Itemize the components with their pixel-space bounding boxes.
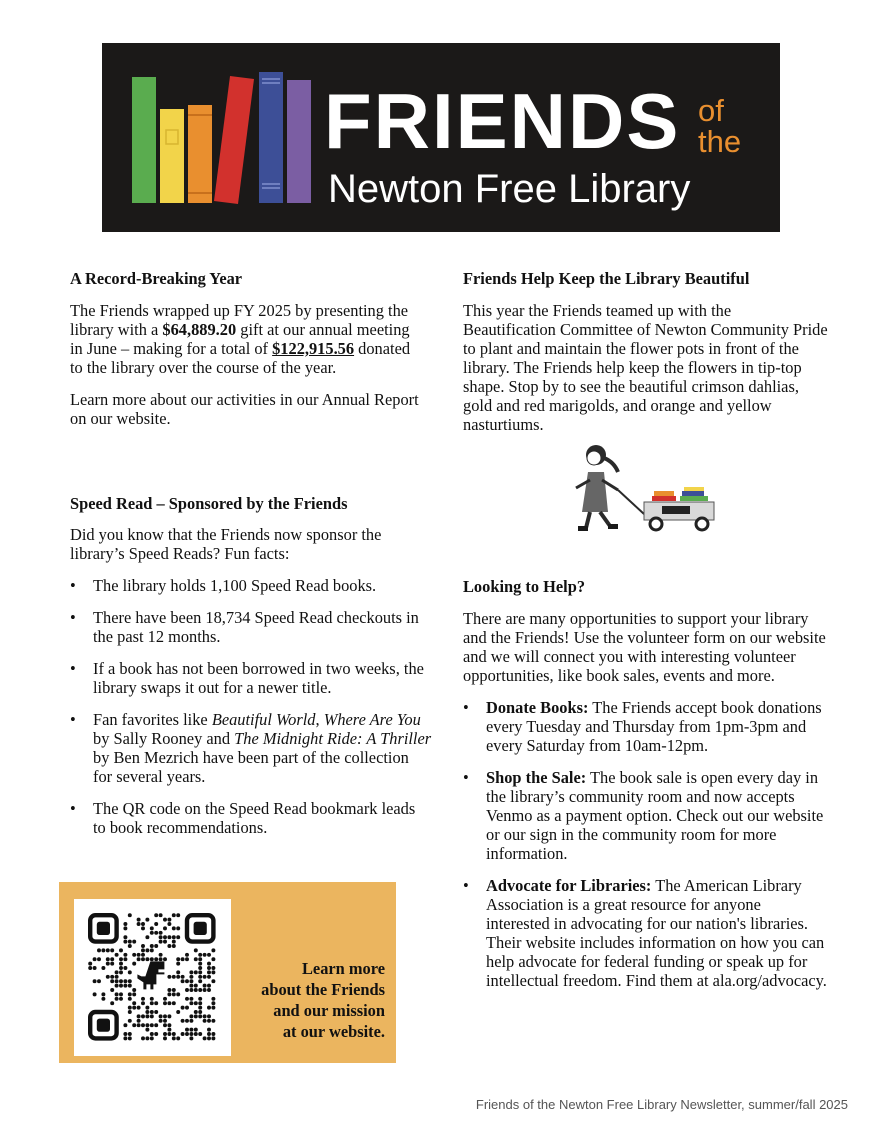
qr-callout-text: Learn more about the Friends and our mission at our website. [261, 959, 385, 1041]
list-item: • If a book has not been borrowed in two weeks, the library swaps it out for a newer title. [70, 659, 424, 697]
beautification-section [463, 269, 828, 434]
list-item: • Shop the Sale: The book sale is open every day in the library’s community room and now accepts Venmo as a payment option. Check out our website or our sign in the community room for more information. [463, 768, 824, 863]
banner-title: FRIENDS [324, 77, 681, 165]
beautification-paragraph: This year the Friends teamed up with the Beautification Committee of Newton Community Pride to plant and maintain the flower pots in front of the library. The Friends help keep the flowers in tip-top shape. Stop by to see the beautiful crimson dahlias, gold and red marigolds, and orange and yellow nasturtiums. [463, 301, 828, 434]
help-heading: Looking to Help? [463, 577, 586, 596]
annual-report-paragraph: Learn more about our activities in our Annual Report on our website. [70, 390, 419, 428]
help-section [463, 577, 828, 990]
speed-read-section [70, 494, 432, 837]
speed-read-intro: Did you know that the Friends now sponsor the library’s Speed Reads? Fun facts: [70, 525, 382, 563]
list-item: • Fan favorites like Beautiful World, Where Are You by Sally Rooney and The Midnight Ride: A Thriller by Ben Mezrich have been part of the collection for several years. [70, 710, 432, 786]
record-paragraph: The Friends wrapped up FY 2025 by presenting the library with a $64,889.20 gift at our annual meeting in June – making for a total of $122,915.56 donated to the library over the course of the year. [70, 301, 411, 377]
qr-code-icon [74, 899, 231, 1056]
list-item: • Donate Books: The Friends accept book donations every Tuesday and Thursday from 1pm-3pm and every Saturday from 10am-12pm. [463, 698, 822, 755]
book-spines-icon [102, 43, 324, 232]
list-item: • The library holds 1,100 Speed Read books. [70, 576, 377, 595]
record-heading: A Record-Breaking Year [70, 269, 243, 288]
total-amount: $122,915.56 [272, 339, 355, 358]
gift-amount: $64,889.20 [162, 320, 237, 339]
banner-of-the: of the [698, 93, 742, 159]
page-footer: Friends of the Newton Free Library Newsletter, summer/fall 2025 [475, 1097, 848, 1112]
qr-code[interactable] [74, 899, 231, 1056]
beautification-heading: Friends Help Keep the Library Beautiful [463, 269, 750, 288]
list-item: • Advocate for Libraries: The American Library Association is a great resource for anyone interested in advocating for our nation's libraries. Their website includes information on how you can help advocate for federal funding or speak up for intellectual freedom. Find them at ala.org/advocacy. [463, 876, 827, 990]
record-section [70, 269, 420, 428]
speed-read-heading: Speed Read – Sponsored by the Friends [70, 494, 348, 513]
list-item: • There have been 18,734 Speed Read checkouts in the past 12 months. [70, 608, 419, 646]
qr-callout [59, 882, 396, 1063]
banner-subtitle: Newton Free Library [328, 167, 691, 211]
banner-logo [102, 43, 780, 232]
help-intro: There are many opportunities to support your library and the Friends! Use the volunteer form on our website and we will connect you with interesting volunteer opportunities, like book sales, events and more. [463, 609, 826, 685]
list-item: • The QR code on the Speed Read bookmark leads to book recommendations. [70, 799, 416, 837]
girl-pulling-wagon-icon [570, 442, 720, 537]
